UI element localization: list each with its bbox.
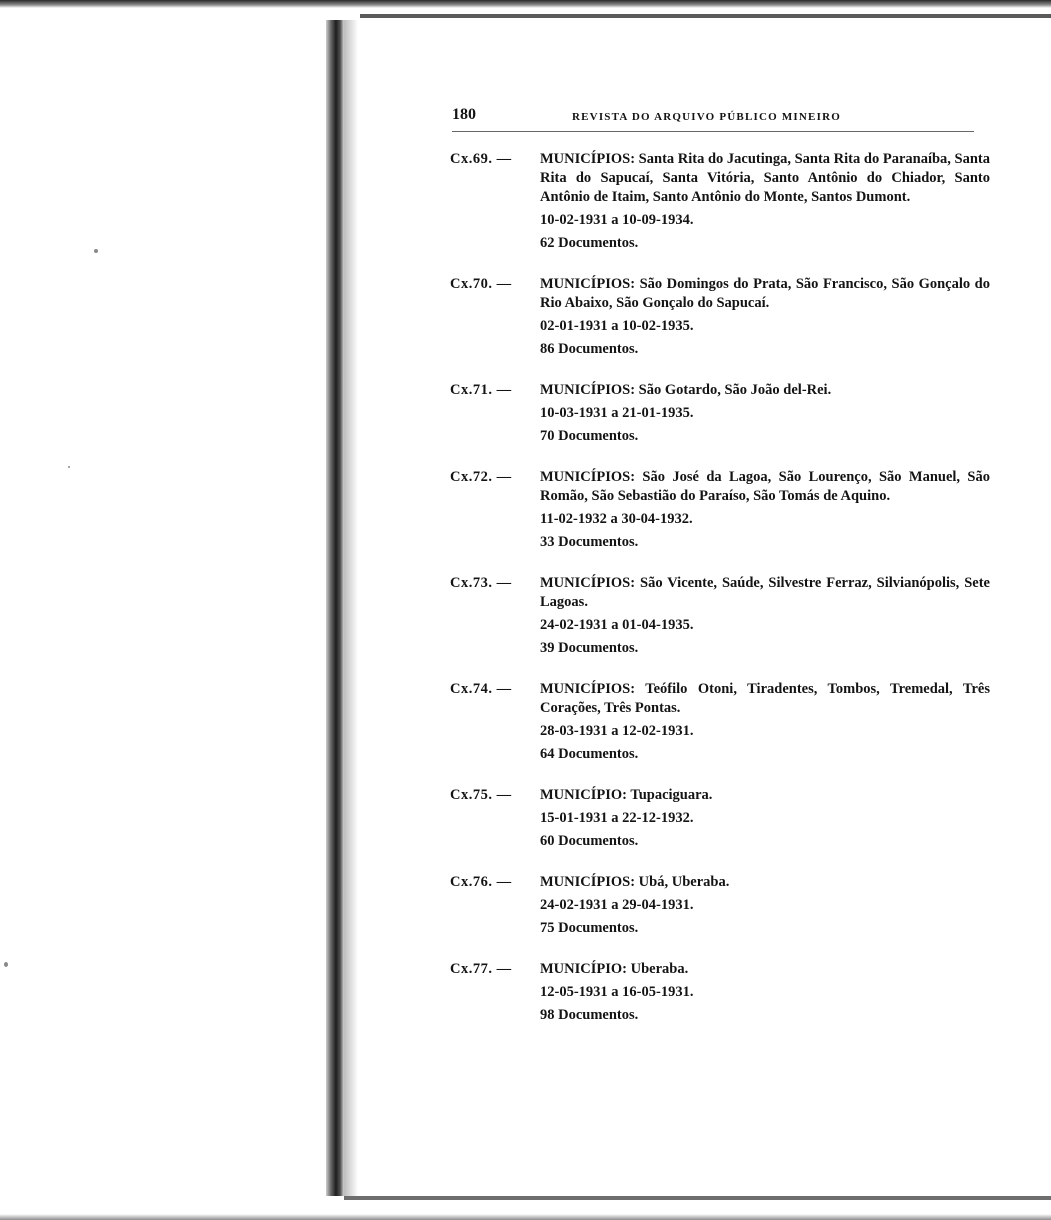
date-range: 12-05-1931 a 16-05-1931. — [540, 984, 694, 1000]
running-head — [452, 106, 974, 134]
municipalities-text: MUNICÍPIOS: São José da Lagoa, São Lourenço, São Manuel, São Romão, São Sebastião do Paraíso, São Tomás de Aquino. — [540, 469, 990, 504]
inventory-entry — [450, 873, 990, 938]
document-count: 60 Documentos. — [540, 833, 639, 849]
inventory-entry — [450, 275, 990, 359]
inventory-entry — [450, 960, 990, 1025]
inventory-entry — [450, 574, 990, 658]
inventory-entry — [450, 468, 990, 552]
inventory-entry — [450, 786, 990, 851]
municipalities-text: MUNICÍPIOS: Santa Rita do Jacutinga, Santa Rita do Paranaíba, Santa Rita do Sapucaí, Santa Vitória, Santo Antônio do Chiador, Santo Antônio de Itaim, Santo Antônio do Monte, Santos Dumont. — [540, 151, 990, 205]
municipalities-text: MUNICÍPIOS: São Gotardo, São João del-Rei. — [540, 382, 832, 398]
scan-speck — [94, 249, 98, 253]
document-count: 98 Documentos. — [540, 1007, 639, 1023]
date-range: 15-01-1931 a 22-12-1932. — [540, 810, 694, 826]
scan-top-edge — [0, 0, 1051, 8]
inventory-entry — [450, 150, 990, 253]
scan-bottom-shadow — [344, 1196, 1051, 1200]
document-count: 70 Documentos. — [540, 428, 639, 444]
book-spine-gutter — [326, 20, 344, 1196]
journal-title: REVISTA DO ARQUIVO PÚBLICO MINEIRO — [572, 111, 841, 123]
municipalities-text: MUNICÍPIOS: São Domingos do Prata, São Francisco, São Gonçalo do Rio Abaixo, São Gonçalo do Sapucaí. — [540, 276, 990, 311]
box-code: Cx.72. — — [450, 469, 512, 485]
box-code: Cx.76. — — [450, 874, 512, 890]
inventory-list — [450, 150, 990, 1047]
municipalities-text: MUNICÍPIO: Tupaciguara. — [540, 787, 713, 803]
date-range: 28-03-1931 a 12-02-1931. — [540, 723, 694, 739]
box-code: Cx.69. — — [450, 151, 512, 167]
date-range: 02-01-1931 a 10-02-1935. — [540, 318, 694, 334]
document-count: 33 Documentos. — [540, 534, 639, 550]
page-number: 180 — [452, 106, 476, 123]
date-range: 11-02-1932 a 30-04-1932. — [540, 511, 693, 527]
scan-speck — [68, 466, 70, 468]
municipalities-text: MUNICÍPIO: Uberaba. — [540, 961, 689, 977]
box-code: Cx.71. — — [450, 382, 512, 398]
box-code: Cx.73. — — [450, 575, 512, 591]
scan-top-shadow — [360, 14, 1051, 18]
document-count: 75 Documentos. — [540, 920, 639, 936]
scan-speck — [4, 962, 8, 967]
document-count: 64 Documentos. — [540, 746, 639, 762]
date-range: 24-02-1931 a 29-04-1931. — [540, 897, 694, 913]
header-rule — [452, 131, 974, 132]
date-range: 10-03-1931 a 21-01-1935. — [540, 405, 694, 421]
box-code: Cx.70. — — [450, 276, 512, 292]
scan-bottom-edge — [0, 1214, 1051, 1220]
date-range: 10-02-1931 a 10-09-1934. — [540, 212, 694, 228]
municipalities-text: MUNICÍPIOS: São Vicente, Saúde, Silvestre Ferraz, Silvianópolis, Sete Lagoas. — [540, 575, 990, 610]
inventory-entry — [450, 680, 990, 764]
municipalities-text: MUNICÍPIOS: Teófilo Otoni, Tiradentes, Tombos, Tremedal, Três Corações, Três Pontas. — [540, 681, 990, 716]
gutter-shadow — [344, 20, 358, 1196]
date-range: 24-02-1931 a 01-04-1935. — [540, 617, 694, 633]
inventory-entry — [450, 381, 990, 446]
document-count: 62 Documentos. — [540, 235, 639, 251]
document-count: 86 Documentos. — [540, 341, 639, 357]
box-code: Cx.77. — — [450, 961, 512, 977]
municipalities-text: MUNICÍPIOS: Ubá, Uberaba. — [540, 874, 730, 890]
box-code: Cx.75. — — [450, 787, 512, 803]
document-count: 39 Documentos. — [540, 640, 639, 656]
box-code: Cx.74. — — [450, 681, 512, 697]
